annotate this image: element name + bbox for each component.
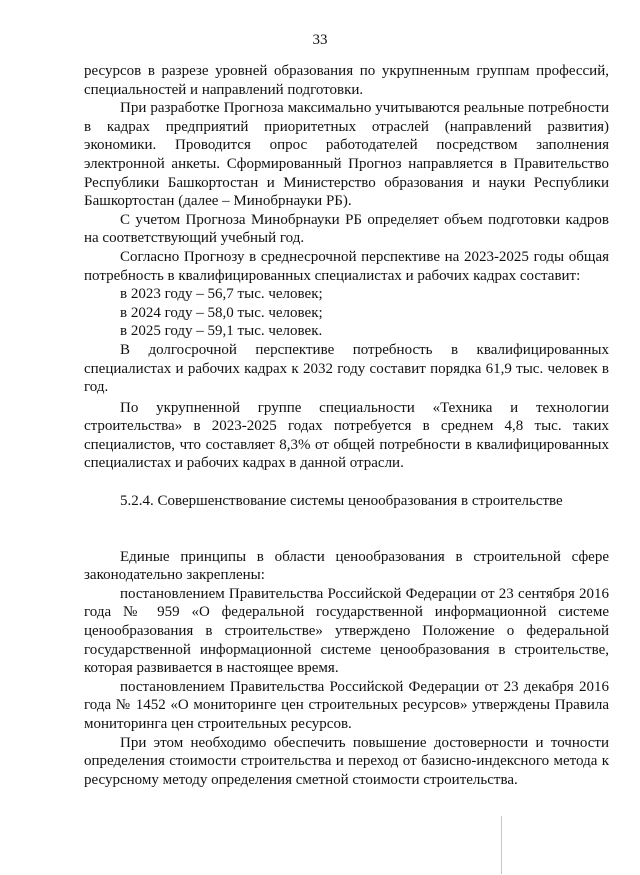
list-item-2024: в 2024 году – 58,0 тыс. человек; (120, 304, 323, 321)
list-item-2023: в 2023 году – 56,7 тыс. человек; (120, 286, 323, 303)
paragraph-resolution-959: постановлением Правительства Российской Федерации от 23 сентября 2016 года № 959 «О федеральной государственной информационной системе ценообразования в строительстве» утверждено Положение о федеральной государственной информационной системе ценообразования в строительстве, которая развивается в настоящее время. (84, 585, 609, 677)
page-body (84, 62, 609, 789)
paragraph-long-term-need: В долгосрочной перспективе потребность в квалифицированных специалистах и рабочих кадрах к 2032 году составит порядка 61,9 тыс. человек в год. (84, 341, 609, 396)
paragraph-forecast-development: При разработке Прогноза максимально учитываются реальные потребности в кадрах предприятий приоритетных отраслей (направлений развития) экономики. Проводится опрос работодателей посредством заполнения электронной анкеты. Сформированный Прогноз направляется в Правительство Республики Башкортостан и Министерство образования и науки Республики Башкортостан (далее – Минобрнауки РБ). (84, 100, 609, 210)
scan-artifact-line (501, 816, 502, 874)
paragraph-resolution-1452: постановлением Правительства Российской Федерации от 23 декабря 2016 года № 1452 «О мониторинге цен строительных ресурсов» утверждены Правила мониторинга цен строительных ресурсов. (84, 678, 609, 732)
page-number: 33 (312, 32, 328, 48)
paragraph-continued: ресурсов в разрезе уровней образования по укрупненным группам профессий, специальностей и направлений подготовки. (84, 63, 609, 98)
section-heading: 5.2.4. Совершенствование системы ценообразования в строительстве (120, 493, 563, 510)
paragraph-construction-specialists: По укрупненной группе специальности «Техника и технологии строительства» в 2023-2025 годах потребуется в среднем 4,8 тыс. таких специалистов, что составляет 8,3% от общей потребности в квалифицированных специалистах и рабочих кадрах в данной отрасли. (84, 399, 609, 472)
paragraph-medium-term-need: Согласно Прогнозу в среднесрочной перспективе на 2023-2025 годы общая потребность в квалифицированных специалистах и рабочих кадрах составит: (84, 248, 609, 284)
paragraph-training-volume: С учетом Прогноза Минобрнауки РБ определяет объем подготовки кадров на соответствующий учебный год. (84, 211, 609, 247)
list-item-2025: в 2025 году – 59,1 тыс. человек. (120, 323, 323, 340)
paragraph-accuracy-requirement: При этом необходимо обеспечить повышение достоверности и точности определения стоимости строительства и переход от базисно-индексного метода к ресурсному методу определения сметной стоимости строительства. (84, 734, 609, 788)
paragraph-pricing-principles: Единые принципы в области ценообразования в строительной сфере законодательно закреплены: (84, 548, 609, 584)
